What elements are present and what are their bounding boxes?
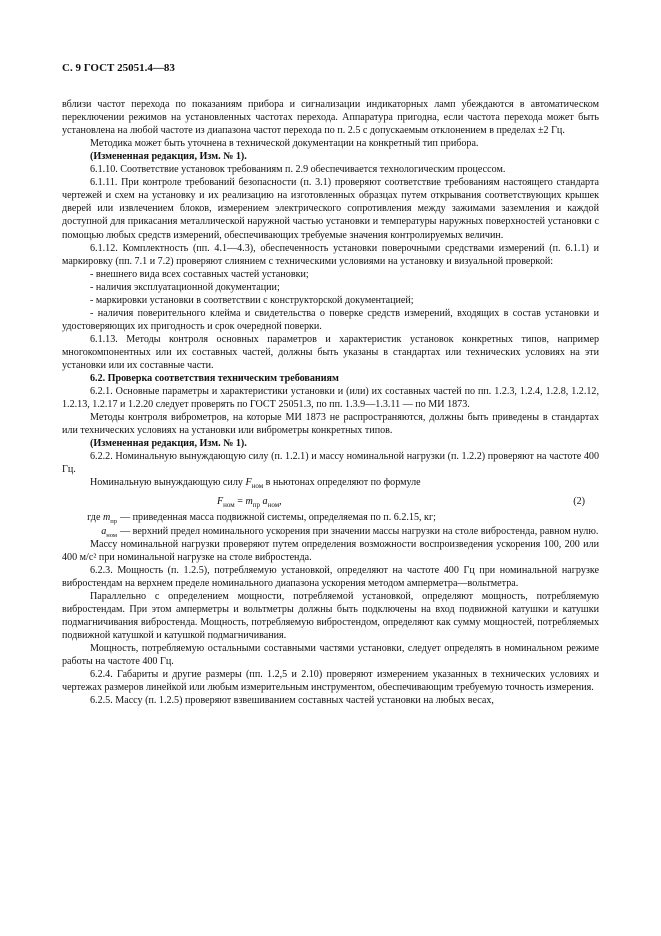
paragraph: 6.2.1. Основные параметры и характеристики установки и (или) их составных частей по пп. 1.2.3, 1.2.4, 1.2.8, 1.2.12, 1.2.13, 1.2.17 и 1.2.20 следует проверять по ГОСТ 25051.3, по пп. 1.3.9—1.3.11 — по МИ 1873. (62, 386, 599, 411)
amendment-note: (Измененная редакция, Изм. № 1). (90, 438, 247, 450)
list-item: - внешнего вида всех составных частей установки; (90, 268, 309, 280)
definition-text: — верхний предел номинального ускорения при значении массы нагрузки на столе вибростенда, равном нулю. (120, 525, 599, 537)
paragraph: Параллельно с определением мощности, потребляемой установкой, определяют мощность, потребляемую вибростендам. При этом амперметры и вольтметры должны быть подключены на вход подвижной катушки и катушки подмагничивания вибростенда. Мощность, потребляемую вибростендом, определяют как сумму мощностей, потребляемых подвижной катушкой и катушкой подмагничивания. (62, 590, 599, 641)
formula-2 (62, 495, 599, 510)
section-heading: 6.2. Проверка соответствия техническим требованиям (90, 373, 339, 385)
page-header: С. 9 ГОСТ 25051.4—83 (62, 62, 175, 74)
paragraph: Массу номинальной нагрузки проверяют путем определения возможности воспроизведения ускорения 100, 200 или 400 м/с² при номинальной нагрузке на столе вибростенда. (62, 538, 599, 563)
definition-text: — приведенная масса подвижной системы, определяемая по п. 6.2.15, кг; (120, 512, 436, 524)
paragraph: 6.1.12. Комплектность (пп. 4.1—4.3), обеспеченность установки поверочными средствами измерений (п. 6.1.1) и маркировку (пп. 7.1 и 7.2) проверяют слиянием с техническими условиями на установку и визуальной проверкой: (62, 242, 599, 267)
list-item: - наличия эксплуатационной документации; (90, 281, 280, 293)
formula-definition (62, 525, 599, 538)
definition-symbol: $a_{ном}$ (101, 525, 117, 539)
formula-definition (62, 511, 599, 524)
document-page (62, 62, 599, 707)
definition-symbol: где $m_{пр}$ (87, 512, 117, 526)
paragraph: 6.2.4. Габариты и другие размеры (пп. 1.2,5 и 2.10) проверяют измерением указанных в технических условиях и чертежах размеров линейкой или любым измерительным инструментом, обеспечивающим требуемую точность измерения. (62, 669, 599, 694)
paragraph: 6.1.13. Методы контроля основных параметров и характеристик установок конкретных типов, например многокомпонентных или их составных частей, должны быть указаны в стандартах или технических условиях на эти установки или их составные части. (62, 333, 599, 371)
paragraph: 6.2.3. Мощность (п. 1.2.5), потребляемую установкой, определяют на частоте 400 Гц при номинальной нагрузке вибростендам на верхнем пределе номинального диапазона ускорения методом амперметра—вольтметра. (62, 564, 599, 589)
paragraph: вблизи частот перехода по показаниям прибора и сигнализации индикаторных ламп убеждаются в автоматическом переключении режимов на установленных частотах перехода. Аппаратура пригодна, если частота перехода может быть установлена на любой частоте из диапазона частот перехода по п. 2.5 с допускаемым отклонением в пределах ±2 Гц. (62, 99, 599, 137)
paragraph: 6.2.5. Массу (п. 1.2.5) проверяют взвешиванием составных частей установки на любых весах, (90, 695, 494, 707)
amendment-note: (Измененная редакция, Изм. № 1). (90, 151, 247, 163)
paragraph: 6.2.2. Номинальную вынуждающую силу (п. 1.2.1) и массу номинальной нагрузки (п. 1.2.2) проверяют на частоте 400 Гц. (62, 451, 599, 476)
paragraph: 6.1.11. При контроле требований безопасности (п. 3.1) проверяют соответствие требованиям настоящего стандарта чертежей и схем на установку и их реализацию на изготовленных образцах путем открывания соответствующих крышек дверей или извлечением блоков, измерением электрического сопротивления между зажимами заземления и каждой доступной для прикасания металлической наружной частью установки и температуры наружных поверхностей установки с помощью любых средств измерений, обеспечивающих требуемые значения контролируемых величин. (62, 177, 599, 241)
paragraph: Методы контроля виброметров, на которые МИ 1873 не распространяются, должны быть приведены в стандартах или технических условиях на установки или виброметры конкретных типов. (62, 412, 599, 437)
formula-expression: $F_{ном} = m_{пр}$ $a_{ном}$, (217, 496, 282, 510)
list-item: - маркировки установки в соответствии с конструкторской документацией; (90, 294, 414, 306)
formula-number: (2) (573, 496, 585, 508)
list-item: - наличия поверительного клейма и свидетельства о поверке средств измерений, входящих в состав установки и удостоверяющих их пригодность и срок очередной поверки. (62, 307, 599, 332)
paragraph: Методика может быть уточнена в технической документации на конкретный тип прибора. (90, 138, 479, 150)
paragraph: Мощность, потребляемую остальными составными частями установки, следует определять в номинальном режиме работы на частоте 400 Гц. (62, 642, 599, 667)
paragraph: 6.1.10. Соответствие установок требованиям п. 2.9 обеспечивается технологическим процессом. (90, 164, 506, 176)
formula-intro: Номинальную вынуждающую силу $F_{ном}$ в ньютонах определяют по формуле (90, 477, 421, 491)
